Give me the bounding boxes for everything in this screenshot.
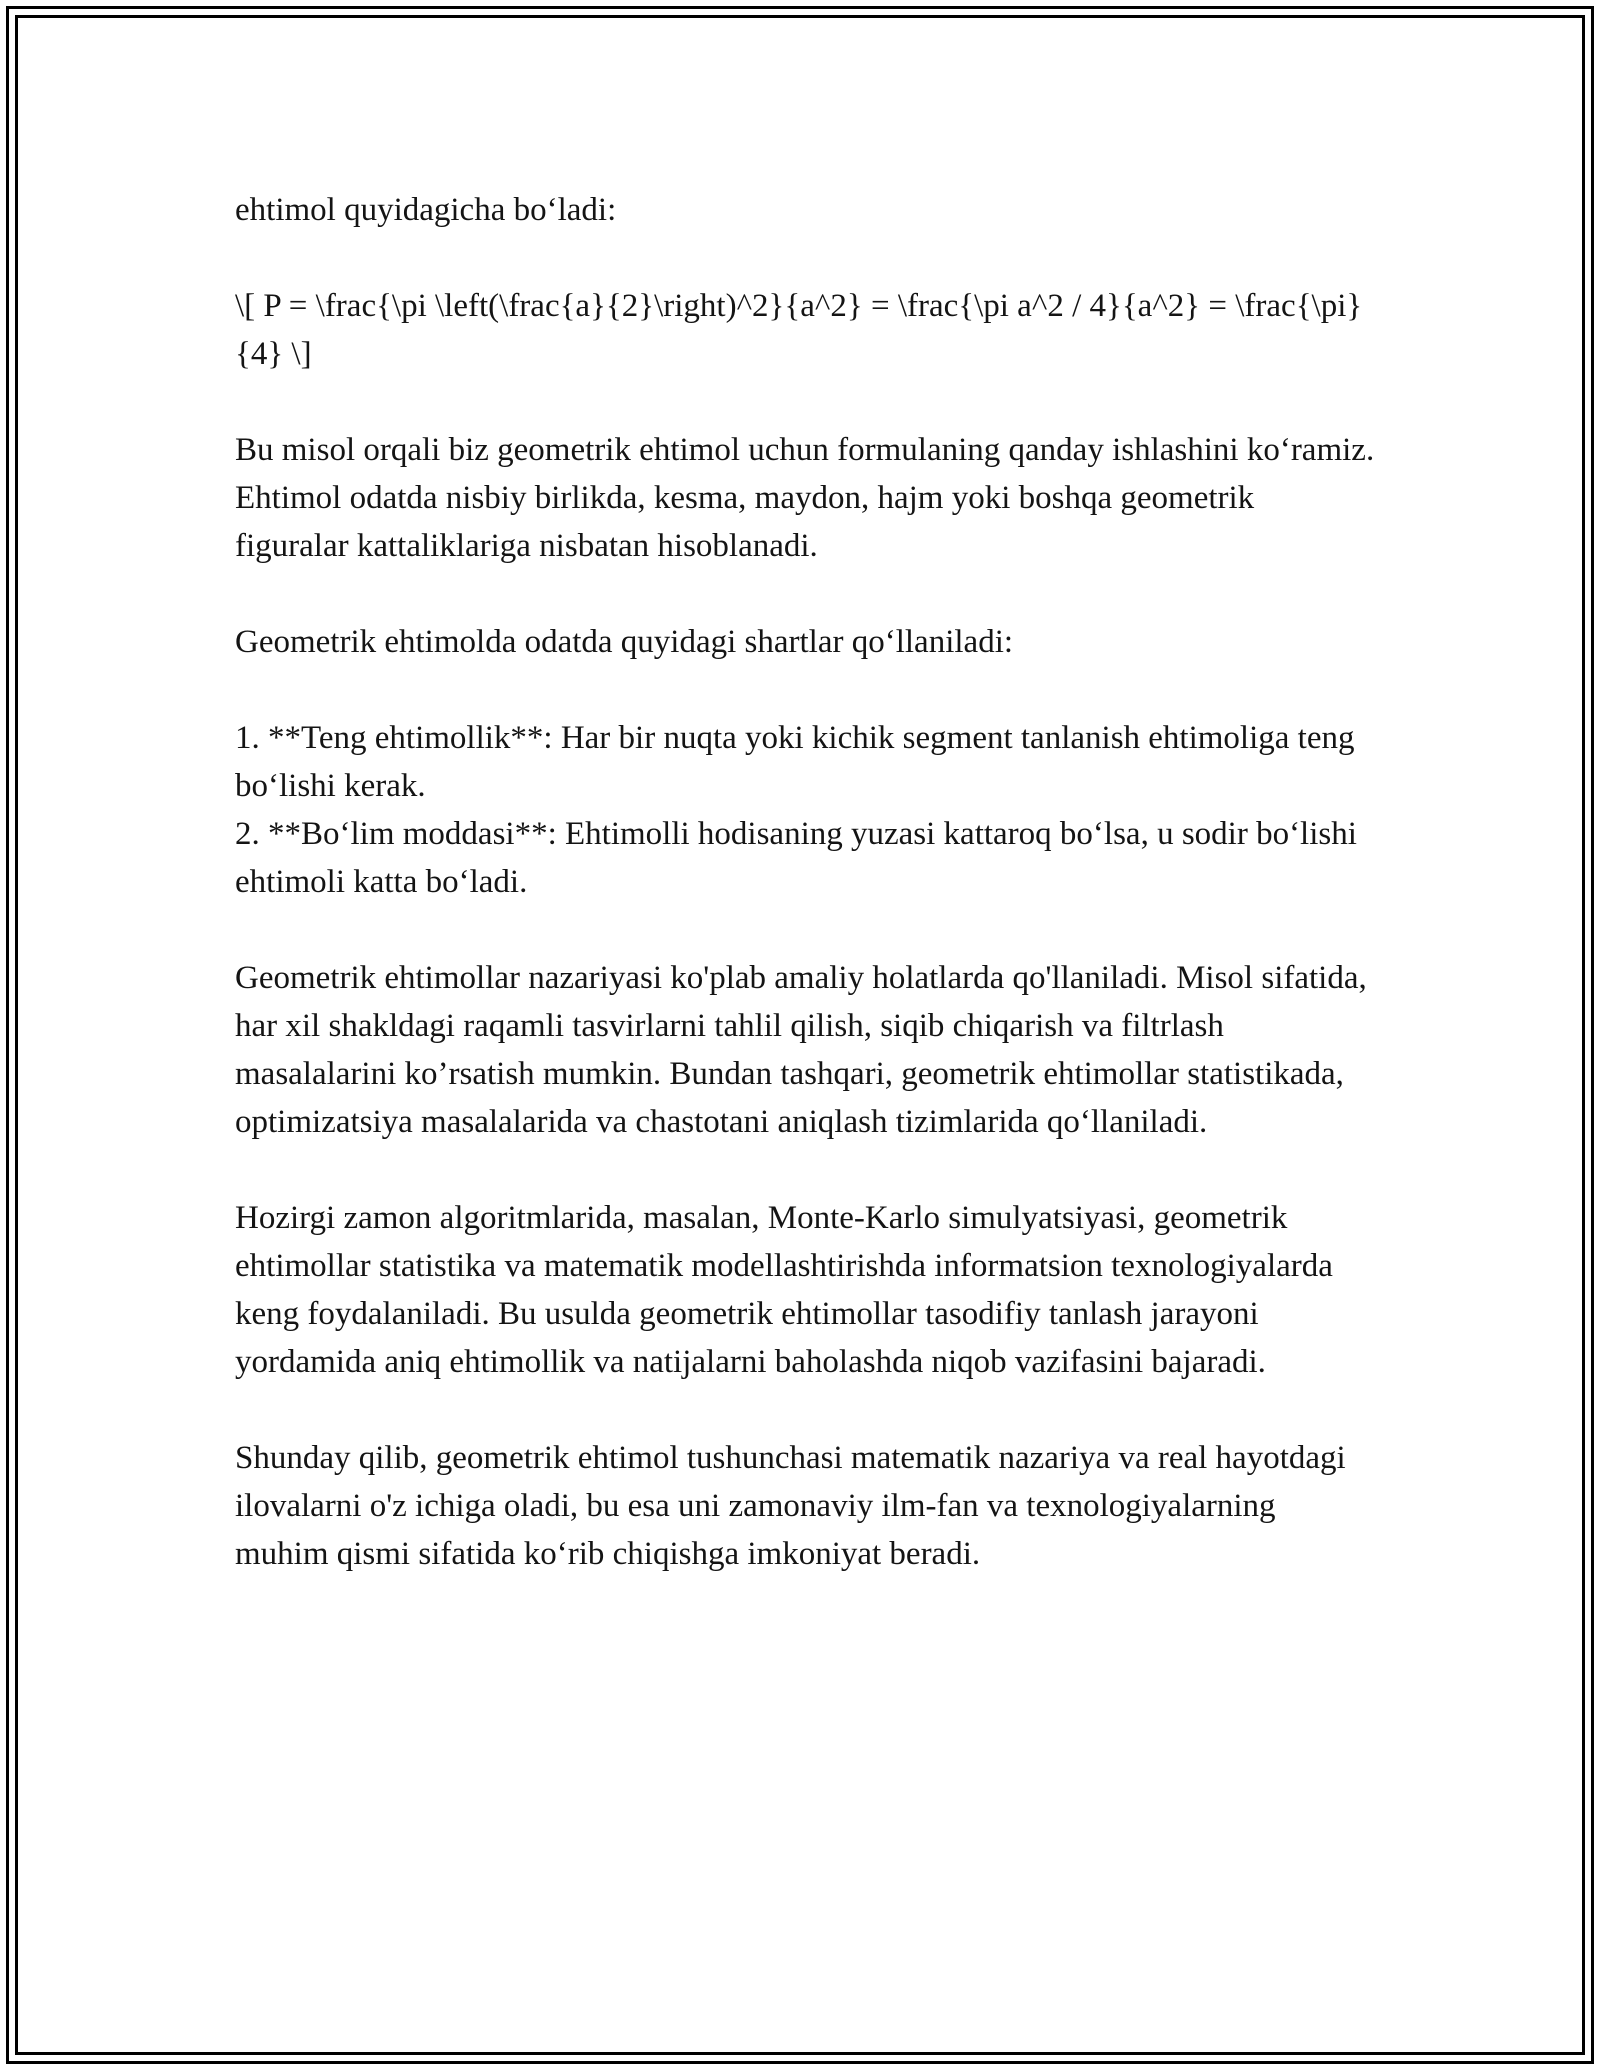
paragraph-applications: Geometrik ehtimollar nazariyasi ko'plab amaliy holatlarda qo'llaniladi. Misol sifatida, har xil shakldagi raqamli tasvirlarni tahlil qilish, siqib chiqarish va filtrlash masalalarini ko’rsatish mumkin. Bundan tashqari, geometrik ehtimollar statistikada, optimizatsiya masalalarida va chastotani aniqlash tizimlarida qo‘llaniladi. xyxy=(235,960,1375,1140)
list-item: 1. **Teng ehtimollik**: Har bir nuqta yoki kichik segment tanlanish ehtimoliga teng bo‘lishi kerak. xyxy=(235,720,1363,804)
paragraph-conditions-intro: Geometrik ehtimolda odatda quyidagi shartlar qo‘llaniladi: xyxy=(235,624,1014,660)
paragraph-monte-carlo: Hozirgi zamon algoritmlarida, masalan, Monte-Karlo simulyatsiyasi, geometrik ehtimollar statistika va matematik modellashtirishda informatsion texnologiyalarda keng foydalaniladi. Bu usulda geometrik ehtimollar tasodifiy tanlash jarayoni yordamida aniq ehtimollik va natijalarni baholashda niqob vazifasini bajaradi. xyxy=(235,1200,1342,1380)
paragraph-conclusion: Shunday qilib, geometrik ehtimol tushunchasi matematik nazariya va real hayotdagi ilovalarni o'z ichiga oladi, bu esa uni zamonaviy ilm-fan va texnologiyalarning muhim qismi sifatida ko‘rib chiqishga imkoniyat beradi. xyxy=(235,1440,1354,1572)
document-body xyxy=(235,186,1391,1626)
intro-text: ehtimol quyidagicha bo‘ladi: xyxy=(235,192,617,228)
list-item: 2. **Bo‘lim moddasi**: Ehtimolli hodisaning yuzasi kattaroq bo‘lsa, u sodir bo‘lishi ehtimoli katta bo‘ladi. xyxy=(235,816,1366,900)
formula-text: \[ P = \frac{\pi \left(\frac{a}{2}\right)^2}{a^2} = \frac{\pi a^2 / 4}{a^2} = \frac{\pi}{4} \] xyxy=(235,288,1363,372)
paragraph-geometric-formula: Bu misol orqali biz geometrik ehtimol uchun formulaning qanday ishlashini ko‘ramiz. Ehtimol odatda nisbiy birlikda, kesma, maydon, hajm yoki boshqa geometrik figuralar kattaliklariga nisbatan hisoblanadi. xyxy=(235,432,1391,564)
